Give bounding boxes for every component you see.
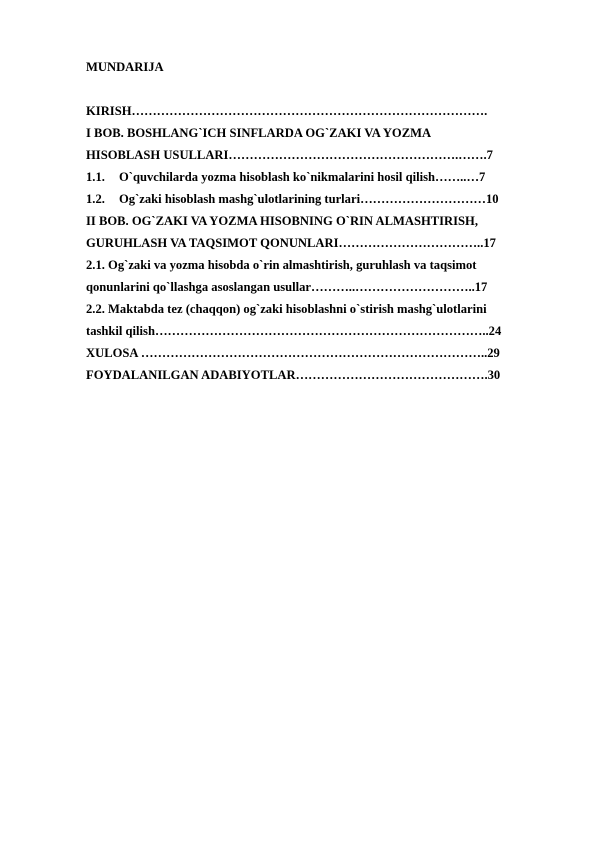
toc-entry-section-1-2: [86, 188, 556, 210]
toc-entry-kirish: [86, 100, 556, 122]
toc-entry-section-2-2-line-2: [86, 320, 556, 342]
toc-entry-section-2-2-line-1: [86, 298, 556, 320]
toc-entry-text: GURUHLASH VA TAQSIMOT QONUNLARI……………………………..17: [86, 236, 496, 250]
toc-entry-section-2-1-line-2: [86, 276, 556, 298]
toc-entry-section-2-1-line-1: [86, 254, 556, 276]
table-of-contents: [86, 56, 556, 386]
toc-entry-chapter-1-line-2: [86, 144, 556, 166]
toc-entry-section-1-1: [86, 166, 556, 188]
toc-entry-text: I BOB. BOSHLANG`ICH SINFLARDA OG`ZAKI VA YOZMA: [86, 126, 432, 140]
toc-entry-text: 2.1. Og`zaki va yozma hisobda o`rin almashtirish, guruhlash va taqsimot: [86, 258, 477, 272]
toc-entry-text: FOYDALANILGAN ADABIYOTLAR……………………………………….30: [86, 368, 501, 382]
toc-entry-chapter-1-line-1: [86, 122, 556, 144]
toc-entry-text: II BOB. OG`ZAKI VA YOZMA HISOBNING O`RIN ALMASHTIRISH,: [86, 214, 479, 228]
toc-entry-chapter-2-line-1: [86, 210, 556, 232]
toc-entry-chapter-2-line-2: [86, 232, 556, 254]
toc-entry-text: KIRISH………………………………………………………………………….: [86, 104, 488, 118]
page-title: MUNDARIJA: [86, 60, 164, 74]
toc-entry-text: XULOSA ………………………………………………………………………..29: [86, 346, 500, 360]
toc-entry-references: [86, 364, 556, 386]
section-number: 1.2.: [86, 192, 105, 206]
section-number: 1.1.: [86, 170, 105, 184]
toc-entry-text: Og`zaki hisoblash mashg`ulotlarining turlari…………………………10: [119, 192, 499, 206]
toc-entry-text: HISOBLASH USULLARI……………………………………………….…….7: [86, 148, 493, 162]
toc-entry-text: 2.2. Maktabda tez (chaqqon) og`zaki hisoblashni o`stirish mashg`ulotlarini: [86, 302, 487, 316]
toc-entry-text: tashkil qilish……………………………………………………………………..24: [86, 324, 502, 338]
toc-entry-xulosa: [86, 342, 556, 364]
toc-entry-text: O`quvchilarda yozma hisoblash ko`nikmalarini hosil qilish……..…7: [119, 170, 486, 184]
toc-entry-text: qonunlarini qo`llashga asoslangan usullar………..………………………..17: [86, 280, 488, 294]
